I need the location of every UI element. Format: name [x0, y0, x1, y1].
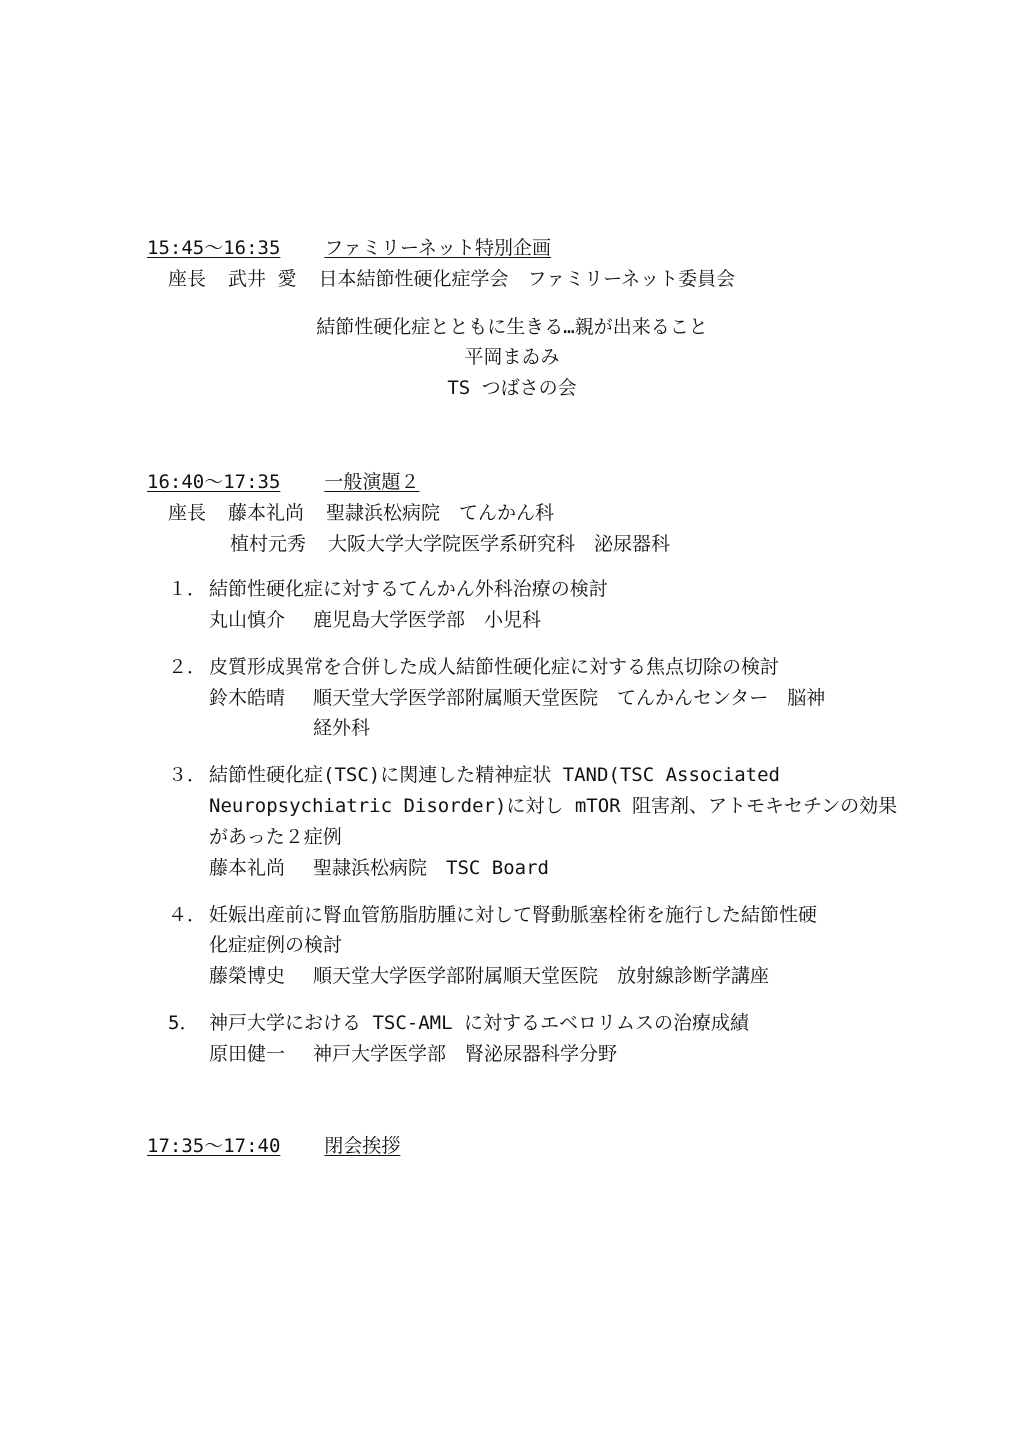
item-author-line [209, 856, 549, 880]
session2-time: 16:40～17:35 [147, 471, 281, 493]
session2-heading [147, 470, 419, 494]
session1-speaker: 平岡まゐみ [464, 346, 560, 368]
session1-organization: TS つばさの会 [447, 377, 577, 399]
item-affiliation: 順天堂大学医学部附属順天堂医院 てんかんセンター 脳神 [313, 687, 826, 709]
session2-chair-line-1 [168, 501, 554, 525]
item-number: １． [168, 578, 207, 600]
session1-chair-line [168, 267, 735, 291]
item-number: 5． [168, 1012, 199, 1034]
chair-affiliation: 聖隷浜松病院 てんかん科 [326, 502, 555, 524]
item-number: ２． [168, 656, 207, 678]
item-affiliation: 鹿児島大学医学部 小児科 [313, 609, 542, 631]
item-author-line [209, 964, 769, 988]
chair-name: 武井 愛 [228, 268, 297, 290]
session3-heading [147, 1134, 400, 1158]
chair-affiliation: 日本結節性硬化症学会 ファミリーネット委員会 [318, 268, 736, 290]
chair-name: 藤本礼尚 [228, 502, 305, 524]
item-title-line: Neuropsychiatric Disorder)に対し mTOR 阻害剤、アトモキセチンの効果 [209, 795, 898, 817]
item-title-line: があった２症例 [209, 826, 342, 848]
chair-label: 座長 [168, 268, 207, 290]
item-author: 鈴木皓晴 [209, 687, 286, 709]
session1-time: 15:45～16:35 [147, 237, 281, 259]
chair-name: 植村元秀 [230, 533, 307, 555]
item-title-line: 妊娠出産前に腎血管筋脂肪腫に対して腎動脈塞栓術を施行した結節性硬 [209, 904, 818, 926]
session1-title: ファミリーネット特別企画 [324, 237, 552, 259]
item-number: ４． [168, 904, 207, 926]
item-title-line: 結節性硬化症に対するてんかん外科治療の検討 [209, 578, 608, 600]
session3-time: 17:35～17:40 [147, 1135, 281, 1157]
session1-heading [147, 236, 551, 260]
item-title-line: 化症症例の検討 [209, 934, 343, 956]
item-author: 丸山慎介 [209, 609, 286, 631]
session2-title: 一般演題２ [324, 471, 420, 493]
item-number: ３． [168, 764, 207, 786]
item-author-line [209, 686, 825, 710]
chair-affiliation: 大阪大学大学院医学系研究科 泌尿器科 [328, 533, 671, 555]
item-affiliation: 神戸大学医学部 腎泌尿器科学分野 [313, 1043, 618, 1065]
item-author: 原田健一 [209, 1043, 286, 1065]
session3-title: 閉会挨拶 [324, 1135, 401, 1157]
item-title-line: 皮質形成異常を合併した成人結節性硬化症に対する焦点切除の検討 [209, 656, 780, 678]
item-title-line: 結節性硬化症(TSC)に関連した精神症状 TAND(TSC Associated [209, 764, 780, 786]
item-affiliation: 聖隷浜松病院 TSC Board [313, 857, 549, 879]
item-author-line [209, 608, 541, 632]
item-affiliation: 順天堂大学医学部附属順天堂医院 放射線診断学講座 [313, 965, 770, 987]
item-author-line [209, 1042, 617, 1066]
session2-chair-line-2 [230, 532, 670, 556]
session1-talk-title: 結節性硬化症とともに生きる…親が出来ること [316, 316, 708, 338]
chair-label: 座長 [168, 502, 207, 524]
item-title-line: 神戸大学における TSC-AML に対するエベロリムスの治療成績 [209, 1012, 749, 1034]
item-affiliation-cont: 経外科 [313, 717, 371, 739]
item-author: 藤本礼尚 [209, 857, 286, 879]
item-author: 藤榮博史 [209, 965, 286, 987]
